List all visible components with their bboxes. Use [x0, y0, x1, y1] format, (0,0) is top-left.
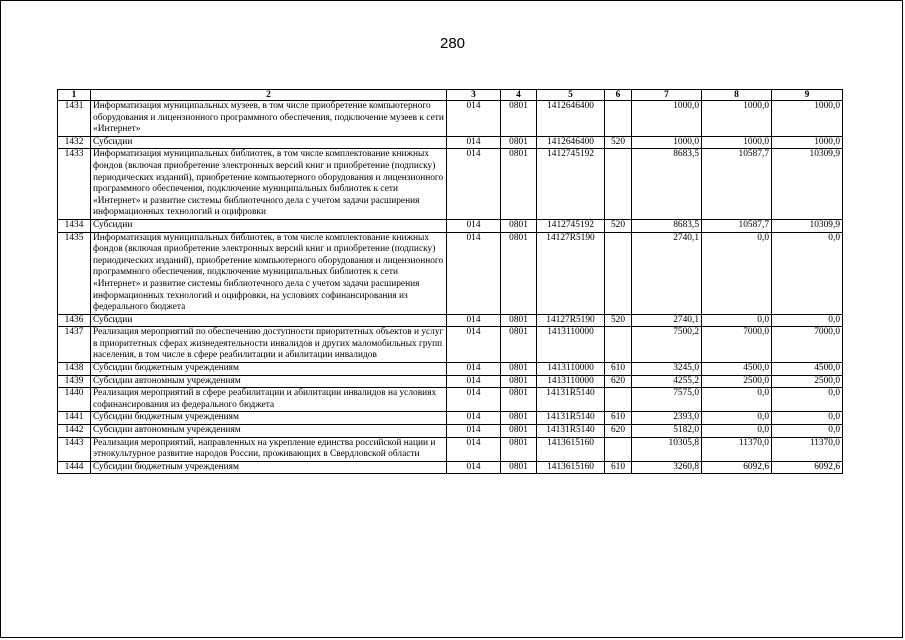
- row-number: 1438: [58, 363, 91, 376]
- amount-year-3: 0,0: [772, 425, 843, 438]
- ministry-code: 014: [447, 375, 501, 388]
- table-row: [58, 136, 843, 149]
- amount-year-1: 8683,5: [632, 149, 702, 220]
- ministry-code: 014: [447, 437, 501, 461]
- column-header: 3: [447, 90, 501, 101]
- amount-year-1: 3245,0: [632, 363, 702, 376]
- amount-year-2: 6092,6: [702, 461, 772, 474]
- row-description: Реализация мероприятий по обеспечению доступности приоритетных объектов и услуг в приоритетных сферах жизнедеятельности инвалидов и других маломобильных групп населения, в том числе в сфере реабилитации и абилитации инвалидов: [91, 327, 447, 363]
- ministry-code: 014: [447, 101, 501, 137]
- target-article-code: 14131R5140: [537, 388, 605, 412]
- page-number: 280: [439, 35, 466, 52]
- table-row: [58, 375, 843, 388]
- ministry-code: 014: [447, 461, 501, 474]
- table-row: [58, 314, 843, 327]
- ministry-code: 014: [447, 327, 501, 363]
- column-header: 5: [537, 90, 605, 101]
- target-article-code: 1412745192: [537, 219, 605, 232]
- row-number: 1443: [58, 437, 91, 461]
- section-code: 0801: [501, 219, 537, 232]
- section-code: 0801: [501, 327, 537, 363]
- amount-year-3: 7000,0: [772, 327, 843, 363]
- amount-year-3: 2500,0: [772, 375, 843, 388]
- amount-year-3: 0,0: [772, 314, 843, 327]
- row-description: Субсидии: [91, 314, 447, 327]
- ministry-code: 014: [447, 232, 501, 314]
- target-article-code: 1412646400: [537, 136, 605, 149]
- row-description: Информатизация муниципальных библиотек, в том числе комплектование книжных фондов (включая приобретение электронных версий книг и приобретение (подписку) периодических изданий), приобретение компьютерного оборудования и лицензионного программного обеспечения, подключение муниципальных библиотек к сети «Интернет» и развитие системы библиотечного дела с учетом задачи расширения информационных технологий и оцифровки: [91, 149, 447, 220]
- section-code: 0801: [501, 363, 537, 376]
- row-number: 1444: [58, 461, 91, 474]
- row-number: 1434: [58, 219, 91, 232]
- amount-year-3: 0,0: [772, 388, 843, 412]
- column-header: 4: [501, 90, 537, 101]
- target-article-code: 1413110000: [537, 363, 605, 376]
- row-number: 1435: [58, 232, 91, 314]
- target-article-code: 14131R5140: [537, 425, 605, 438]
- expense-type-code: 620: [605, 375, 632, 388]
- row-number: 1440: [58, 388, 91, 412]
- amount-year-2: 2500,0: [702, 375, 772, 388]
- expense-type-code: [605, 232, 632, 314]
- section-code: 0801: [501, 101, 537, 137]
- amount-year-3: 0,0: [772, 232, 843, 314]
- amount-year-2: 7000,0: [702, 327, 772, 363]
- target-article-code: 14127R5190: [537, 232, 605, 314]
- ministry-code: 014: [447, 388, 501, 412]
- section-code: 0801: [501, 149, 537, 220]
- amount-year-1: 1000,0: [632, 101, 702, 137]
- row-description: Информатизация муниципальных библиотек, в том числе комплектование книжных фондов (включая приобретение электронных версий книг и приобретение (подписку) периодических изданий), приобретение компьютерного оборудования и лицензионного программного обеспечения, подключение муниципальных библиотек к сети «Интернет» и развитие системы библиотечного дела с учетом задачи расширения информационных технологий и оцифровки, на условиях софинансирования из федерального бюджета: [91, 232, 447, 314]
- amount-year-2: 0,0: [702, 412, 772, 425]
- table-row: [58, 232, 843, 314]
- expense-type-code: 610: [605, 363, 632, 376]
- amount-year-1: 10305,8: [632, 437, 702, 461]
- amount-year-2: 10587,7: [702, 219, 772, 232]
- amount-year-1: 7575,0: [632, 388, 702, 412]
- target-article-code: 1413615160: [537, 437, 605, 461]
- table-row: [58, 219, 843, 232]
- row-number: 1433: [58, 149, 91, 220]
- expense-type-code: 620: [605, 425, 632, 438]
- table-header-row: [58, 90, 843, 101]
- section-code: 0801: [501, 375, 537, 388]
- amount-year-1: 2393,0: [632, 412, 702, 425]
- row-description: Субсидии автономным учреждениям: [91, 375, 447, 388]
- amount-year-2: 1000,0: [702, 101, 772, 137]
- amount-year-3: 10309,9: [772, 219, 843, 232]
- expense-type-code: 610: [605, 461, 632, 474]
- expense-type-code: [605, 388, 632, 412]
- section-code: 0801: [501, 232, 537, 314]
- expense-type-code: 520: [605, 136, 632, 149]
- table-row: [58, 412, 843, 425]
- target-article-code: 1413110000: [537, 327, 605, 363]
- ministry-code: 014: [447, 136, 501, 149]
- row-description: Информатизация муниципальных музеев, в том числе приобретение компьютерного оборудования и лицензионного программного обеспечения, подключение музеев к сети «Интернет»: [91, 101, 447, 137]
- budget-table: [57, 89, 843, 474]
- amount-year-1: 8683,5: [632, 219, 702, 232]
- row-description: Реализация мероприятий, направленных на укрепление единства российской нации и этнокультурное развитие народов России, проживающих в Свердловской области: [91, 437, 447, 461]
- table-row: [58, 101, 843, 137]
- amount-year-1: 1000,0: [632, 136, 702, 149]
- expense-type-code: [605, 101, 632, 137]
- expense-type-code: [605, 327, 632, 363]
- row-number: 1436: [58, 314, 91, 327]
- section-code: 0801: [501, 437, 537, 461]
- expense-type-code: 520: [605, 314, 632, 327]
- ministry-code: 014: [447, 425, 501, 438]
- row-description: Субсидии: [91, 219, 447, 232]
- table-row: [58, 388, 843, 412]
- amount-year-3: 1000,0: [772, 101, 843, 137]
- table-body: [58, 101, 843, 474]
- table-row: [58, 149, 843, 220]
- amount-year-1: 7500,2: [632, 327, 702, 363]
- target-article-code: 1413110000: [537, 375, 605, 388]
- column-header: 8: [702, 90, 772, 101]
- expense-type-code: 520: [605, 219, 632, 232]
- row-number: 1432: [58, 136, 91, 149]
- column-header: 1: [58, 90, 91, 101]
- table-row: [58, 363, 843, 376]
- amount-year-3: 10309,9: [772, 149, 843, 220]
- amount-year-2: 10587,7: [702, 149, 772, 220]
- column-header: 9: [772, 90, 843, 101]
- expense-type-code: [605, 437, 632, 461]
- row-description: Реализация мероприятий в сфере реабилитации и абилитации инвалидов на условиях софинансирования из федерального бюджета: [91, 388, 447, 412]
- row-description: Субсидии бюджетным учреждениям: [91, 461, 447, 474]
- expense-type-code: [605, 149, 632, 220]
- table-row: [58, 327, 843, 363]
- amount-year-1: 5182,0: [632, 425, 702, 438]
- row-number: 1439: [58, 375, 91, 388]
- expense-type-code: 610: [605, 412, 632, 425]
- amount-year-2: 0,0: [702, 388, 772, 412]
- row-description: Субсидии: [91, 136, 447, 149]
- row-number: 1437: [58, 327, 91, 363]
- target-article-code: 1412745192: [537, 149, 605, 220]
- amount-year-3: 4500,0: [772, 363, 843, 376]
- amount-year-2: 1000,0: [702, 136, 772, 149]
- row-description: Субсидии автономным учреждениям: [91, 425, 447, 438]
- ministry-code: 014: [447, 363, 501, 376]
- ministry-code: 014: [447, 219, 501, 232]
- target-article-code: 1412646400: [537, 101, 605, 137]
- column-header: 6: [605, 90, 632, 101]
- section-code: 0801: [501, 388, 537, 412]
- section-code: 0801: [501, 136, 537, 149]
- row-description: Субсидии бюджетным учреждениям: [91, 363, 447, 376]
- amount-year-3: 0,0: [772, 412, 843, 425]
- ministry-code: 014: [447, 314, 501, 327]
- amount-year-3: 6092,6: [772, 461, 843, 474]
- amount-year-3: 11370,0: [772, 437, 843, 461]
- row-number: 1441: [58, 412, 91, 425]
- column-header: 2: [91, 90, 447, 101]
- amount-year-1: 2740,1: [632, 314, 702, 327]
- amount-year-2: 0,0: [702, 232, 772, 314]
- table-row: [58, 425, 843, 438]
- section-code: 0801: [501, 461, 537, 474]
- table-row: [58, 461, 843, 474]
- target-article-code: 14127R5190: [537, 314, 605, 327]
- amount-year-1: 4255,2: [632, 375, 702, 388]
- column-header: 7: [632, 90, 702, 101]
- amount-year-3: 1000,0: [772, 136, 843, 149]
- ministry-code: 014: [447, 412, 501, 425]
- target-article-code: 14131R5140: [537, 412, 605, 425]
- amount-year-2: 11370,0: [702, 437, 772, 461]
- ministry-code: 014: [447, 149, 501, 220]
- amount-year-1: 3260,8: [632, 461, 702, 474]
- table-row: [58, 437, 843, 461]
- row-description: Субсидии бюджетным учреждениям: [91, 412, 447, 425]
- section-code: 0801: [501, 412, 537, 425]
- amount-year-2: 0,0: [702, 425, 772, 438]
- amount-year-2: 0,0: [702, 314, 772, 327]
- row-number: 1431: [58, 101, 91, 137]
- section-code: 0801: [501, 314, 537, 327]
- section-code: 0801: [501, 425, 537, 438]
- target-article-code: 1413615160: [537, 461, 605, 474]
- amount-year-1: 2740,1: [632, 232, 702, 314]
- amount-year-2: 4500,0: [702, 363, 772, 376]
- row-number: 1442: [58, 425, 91, 438]
